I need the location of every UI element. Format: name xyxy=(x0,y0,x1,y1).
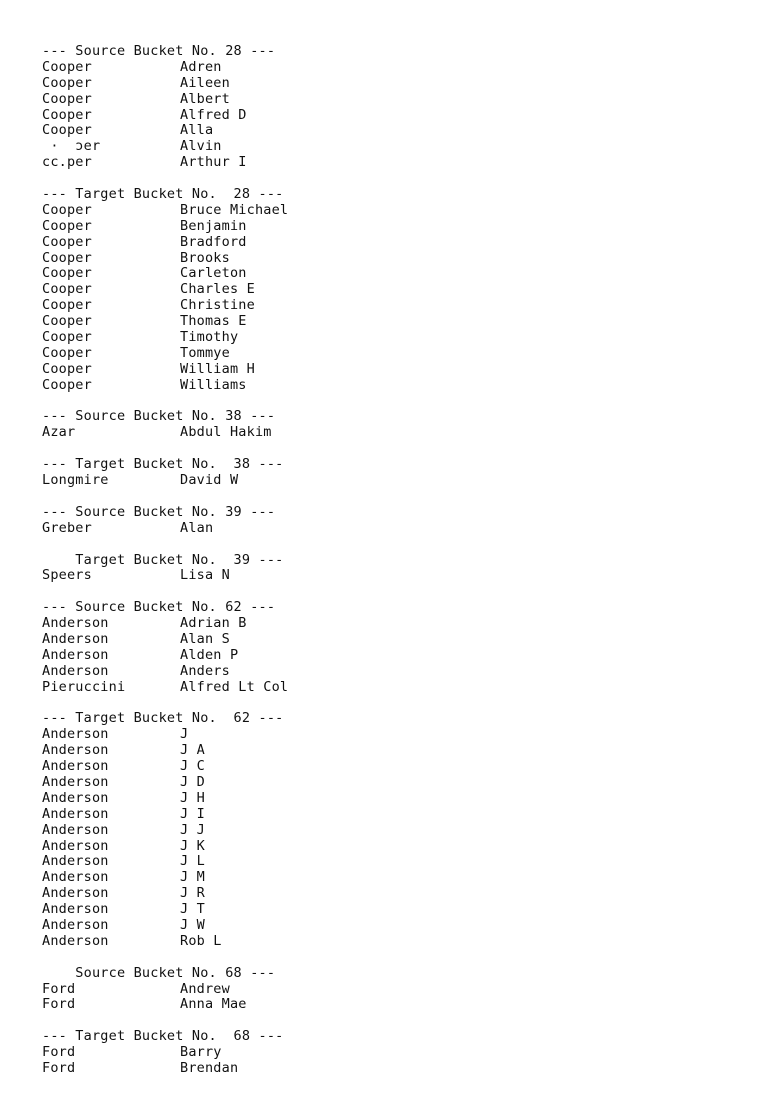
bucket-header: --- Target Bucket No. 38 --- xyxy=(42,456,284,473)
last-name: Cooper xyxy=(42,122,92,139)
name-row xyxy=(42,362,742,378)
last-name: Anderson xyxy=(42,932,109,949)
last-name: Cooper xyxy=(42,376,92,393)
bucket-section xyxy=(42,44,742,171)
last-name: Cooper xyxy=(42,360,92,377)
name-row xyxy=(42,155,742,171)
first-name: Brendan xyxy=(180,1060,239,1076)
name-row xyxy=(42,123,742,139)
last-name: Anderson xyxy=(42,646,109,663)
name-row xyxy=(42,997,742,1013)
name-row xyxy=(42,139,742,155)
first-name: Albert xyxy=(180,90,230,107)
first-name: Aileen xyxy=(180,74,230,91)
last-name: Cooper xyxy=(42,106,92,123)
bucket-section xyxy=(42,553,742,585)
name-row xyxy=(42,203,742,219)
first-name: J M xyxy=(180,869,205,886)
bucket-header: Target Bucket No. 39 --- xyxy=(42,551,284,568)
first-name: J R xyxy=(180,885,205,902)
first-name: Alden P xyxy=(180,646,239,663)
name-row xyxy=(42,473,742,489)
last-name: Cooper xyxy=(42,58,92,75)
first-name: Barry xyxy=(180,1044,222,1061)
last-name: Cooper xyxy=(42,249,92,266)
bucket-section xyxy=(42,187,742,394)
name-row xyxy=(42,982,742,998)
last-name: Anderson xyxy=(42,805,109,822)
last-name: Anderson xyxy=(42,901,109,918)
name-row xyxy=(42,298,742,314)
name-row xyxy=(42,870,742,886)
last-name: Greber xyxy=(42,519,92,536)
bucket-section xyxy=(42,600,742,695)
first-name: David W xyxy=(180,472,239,489)
first-name: Alfred D xyxy=(180,106,247,123)
last-name: Longmire xyxy=(42,472,109,489)
first-name: Charles E xyxy=(180,281,255,298)
last-name: · ɔer xyxy=(42,138,101,155)
name-row xyxy=(42,568,742,584)
name-row xyxy=(42,648,742,664)
last-name: Anderson xyxy=(42,853,109,870)
first-name: J I xyxy=(180,805,205,822)
bucket-header: --- Source Bucket No. 62 --- xyxy=(42,599,276,616)
first-name: Tommye xyxy=(180,344,230,361)
bucket-section xyxy=(42,966,742,1014)
name-row xyxy=(42,219,742,235)
first-name: Abdul Hakim xyxy=(180,424,272,441)
first-name: Alla xyxy=(180,122,214,139)
first-name: Bruce Michael xyxy=(180,201,289,218)
name-row xyxy=(42,346,742,362)
name-row xyxy=(42,902,742,918)
name-row xyxy=(42,918,742,934)
last-name: Anderson xyxy=(42,789,109,806)
last-name: Cooper xyxy=(42,281,92,298)
last-name: Cooper xyxy=(42,233,92,250)
first-name: J W xyxy=(180,916,205,933)
name-row xyxy=(42,616,742,632)
name-row xyxy=(42,680,742,696)
first-name: Alvin xyxy=(180,138,222,155)
last-name: Cooper xyxy=(42,297,92,314)
name-row xyxy=(42,60,742,76)
first-name: Arthur I xyxy=(180,154,247,171)
last-name: Cooper xyxy=(42,201,92,218)
last-name: Cooper xyxy=(42,90,92,107)
last-name: Anderson xyxy=(42,773,109,790)
bucket-header: --- Source Bucket No. 38 --- xyxy=(42,408,276,425)
name-row xyxy=(42,330,742,346)
last-name: Cooper xyxy=(42,313,92,330)
last-name: Cooper xyxy=(42,74,92,91)
last-name: Anderson xyxy=(42,869,109,886)
first-name: J L xyxy=(180,853,205,870)
first-name: Andrew xyxy=(180,980,230,997)
name-row xyxy=(42,266,742,282)
last-name: Ford xyxy=(42,1044,76,1061)
name-row xyxy=(42,521,742,537)
last-name: Speers xyxy=(42,567,92,584)
last-name: cc.per xyxy=(42,154,92,171)
last-name: Cooper xyxy=(42,344,92,361)
first-name: Bradford xyxy=(180,233,247,250)
last-name: Anderson xyxy=(42,615,109,632)
bucket-header: --- Target Bucket No. 68 --- xyxy=(42,1028,284,1045)
last-name: Anderson xyxy=(42,662,109,679)
last-name: Anderson xyxy=(42,916,109,933)
first-name: Anders xyxy=(180,662,230,679)
first-name: Adren xyxy=(180,58,222,75)
name-row xyxy=(42,1045,742,1061)
name-row xyxy=(42,823,742,839)
first-name: J C xyxy=(180,758,205,775)
bucket-section xyxy=(42,1029,742,1077)
bucket-section xyxy=(42,457,742,489)
name-row xyxy=(42,251,742,267)
bucket-section xyxy=(42,505,742,537)
name-row xyxy=(42,1061,742,1077)
name-row xyxy=(42,76,742,92)
bucket-header: --- Target Bucket No. 62 --- xyxy=(42,710,284,727)
name-row xyxy=(42,886,742,902)
first-name: J H xyxy=(180,789,205,806)
name-row xyxy=(42,759,742,775)
first-name: J K xyxy=(180,837,205,854)
first-name: Thomas E xyxy=(180,313,247,330)
last-name: Cooper xyxy=(42,329,92,346)
last-name: Cooper xyxy=(42,265,92,282)
last-name: Anderson xyxy=(42,630,109,647)
name-row xyxy=(42,743,742,759)
first-name: Timothy xyxy=(180,329,239,346)
first-name: Williams xyxy=(180,376,247,393)
bucket-listing-document xyxy=(42,44,742,1093)
first-name: J xyxy=(180,726,189,743)
last-name: Anderson xyxy=(42,837,109,854)
bucket-section xyxy=(42,711,742,949)
last-name: Anderson xyxy=(42,726,109,743)
first-name: J J xyxy=(180,821,205,838)
first-name: J D xyxy=(180,773,205,790)
first-name: J A xyxy=(180,742,205,759)
first-name: Alan xyxy=(180,519,214,536)
name-row xyxy=(42,791,742,807)
name-row xyxy=(42,839,742,855)
bucket-header: Source Bucket No. 68 --- xyxy=(42,964,276,981)
name-row xyxy=(42,775,742,791)
last-name: Anderson xyxy=(42,758,109,775)
name-row xyxy=(42,282,742,298)
first-name: Rob L xyxy=(180,932,222,949)
last-name: Ford xyxy=(42,1060,76,1076)
first-name: Alfred Lt Col xyxy=(180,678,289,695)
name-row xyxy=(42,854,742,870)
name-row xyxy=(42,727,742,743)
name-row xyxy=(42,807,742,823)
name-row xyxy=(42,92,742,108)
name-row xyxy=(42,425,742,441)
last-name: Anderson xyxy=(42,821,109,838)
first-name: Benjamin xyxy=(180,217,247,234)
last-name: Ford xyxy=(42,996,76,1013)
last-name: Ford xyxy=(42,980,76,997)
name-row xyxy=(42,314,742,330)
name-row xyxy=(42,632,742,648)
last-name: Anderson xyxy=(42,885,109,902)
last-name: Cooper xyxy=(42,217,92,234)
first-name: Lisa N xyxy=(180,567,230,584)
first-name: Carleton xyxy=(180,265,247,282)
first-name: Christine xyxy=(180,297,255,314)
last-name: Azar xyxy=(42,424,76,441)
bucket-header: --- Source Bucket No. 39 --- xyxy=(42,503,276,520)
bucket-header: --- Target Bucket No. 28 --- xyxy=(42,186,284,203)
first-name: William H xyxy=(180,360,255,377)
first-name: J T xyxy=(180,901,205,918)
first-name: Adrian B xyxy=(180,615,247,632)
first-name: Brooks xyxy=(180,249,230,266)
last-name: Anderson xyxy=(42,742,109,759)
last-name: Pieruccini xyxy=(42,678,126,695)
name-row xyxy=(42,664,742,680)
name-row xyxy=(42,235,742,251)
bucket-section xyxy=(42,409,742,441)
name-row xyxy=(42,108,742,124)
name-row xyxy=(42,934,742,950)
name-row xyxy=(42,378,742,394)
first-name: Alan S xyxy=(180,630,230,647)
bucket-header: --- Source Bucket No. 28 --- xyxy=(42,43,276,59)
first-name: Anna Mae xyxy=(180,996,247,1013)
